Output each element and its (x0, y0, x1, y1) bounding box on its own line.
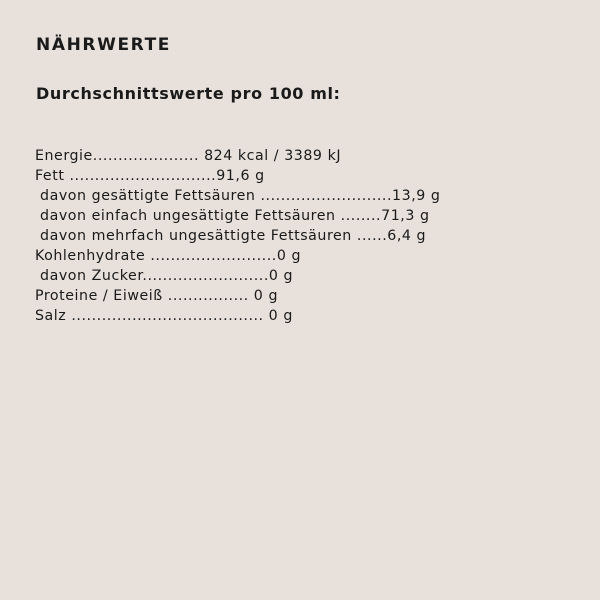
nutrition-row-salz: Salz ...................................... 0 g (35, 308, 293, 324)
nutrition-table (35, 146, 440, 326)
nutrition-row-kohlenhydrate: Kohlenhydrate .........................0 g (35, 248, 302, 264)
page-title: NÄHRWERTE (36, 35, 172, 55)
nutrition-row-zucker: davon Zucker.........................0 g (35, 268, 294, 284)
nutrition-row-mehrfach-ungesaettigte-fettsaeuren: davon mehrfach ungesättigte Fettsäuren ......6,4 g (35, 228, 427, 244)
nutrition-row-proteine: Proteine / Eiweiß ................ 0 g (35, 288, 278, 304)
nutrition-row-gesaettigte-fettsaeuren: davon gesättigte Fettsäuren ..........................13,9 g (35, 188, 441, 204)
nutrition-row-energie: Energie..................... 824 kcal / 3389 kJ (35, 148, 342, 164)
nutrition-row-einfach-ungesaettigte-fettsaeuren: davon einfach ungesättigte Fettsäuren ........71,3 g (35, 208, 430, 224)
per-100ml-subtitle: Durchschnittswerte pro 100 ml: (36, 84, 341, 103)
nutrition-row-fett: Fett .............................91,6 g (35, 168, 265, 184)
